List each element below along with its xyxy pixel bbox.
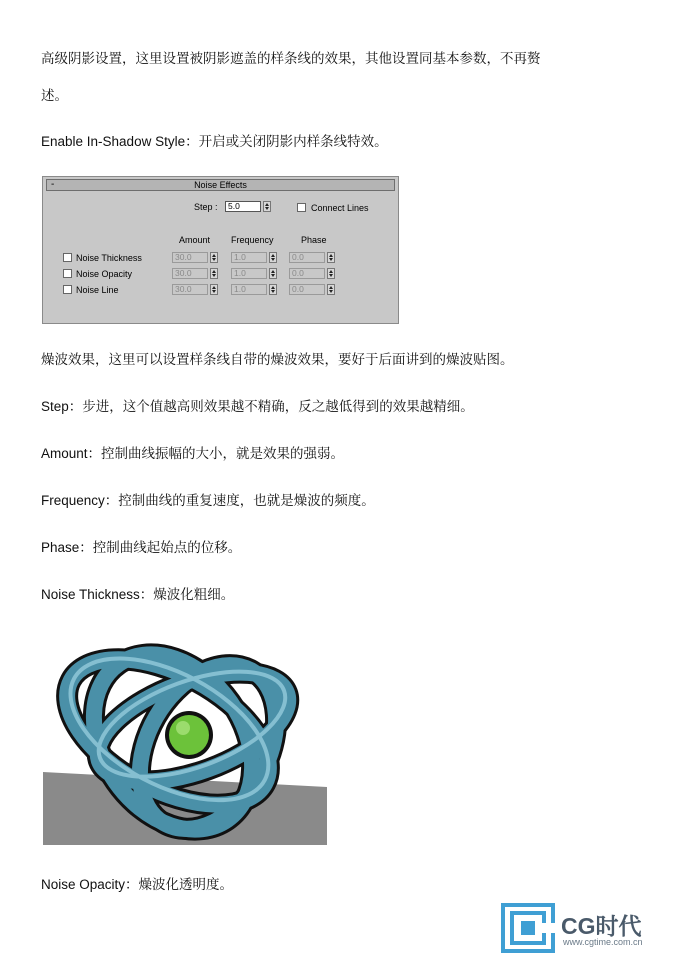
noise-opacity-phase-input[interactable]: 0.0	[289, 268, 325, 279]
noise-thickness-frequency-spinner[interactable]	[231, 252, 279, 263]
logo-url-text: www.cgtime.com.cn	[563, 937, 643, 947]
spinner-arrows-icon[interactable]	[269, 268, 277, 279]
noise-line-phase-spinner[interactable]	[289, 284, 337, 295]
step-spinner-arrows-icon[interactable]	[263, 201, 271, 212]
noise-opacity-checkbox[interactable]	[63, 269, 72, 278]
column-header-phase: Phase	[301, 235, 327, 245]
intro-paragraph-line2: 述。	[41, 88, 68, 104]
column-header-frequency: Frequency	[231, 235, 274, 245]
amount-paragraph	[41, 445, 344, 463]
noise-opacity-frequency-input[interactable]: 1.0	[231, 268, 267, 279]
step-input[interactable]: 5.0	[225, 201, 261, 212]
spinner-arrows-icon[interactable]	[327, 284, 335, 295]
noise-opacity-amount-spinner[interactable]	[172, 268, 220, 279]
logo-brand-text: CG时代	[561, 913, 642, 939]
noise-intro-paragraph: 燥波效果，这里可以设置样条线自带的燥波效果，要好于后面讲到的燥波贴图。	[41, 352, 514, 368]
frequency-paragraph	[41, 492, 375, 510]
noise-thickness-phase-spinner[interactable]	[289, 252, 337, 263]
enable-in-shadow-term: Enable In-Shadow Style	[41, 134, 186, 149]
enable-in-shadow-paragraph	[41, 133, 388, 151]
knot-render-image	[43, 637, 327, 845]
frequency-term: Frequency	[41, 493, 105, 508]
step-label: Step :	[194, 202, 218, 212]
noise-opacity-label: Noise Opacity	[76, 269, 133, 279]
noise-opacity-frequency-spinner[interactable]	[231, 268, 279, 279]
noise-thickness-frequency-input[interactable]: 1.0	[231, 252, 267, 263]
spinner-arrows-icon[interactable]	[327, 252, 335, 263]
phase-paragraph	[41, 539, 241, 557]
rollout-header[interactable]	[46, 179, 395, 191]
noise-thickness-label: Noise Thickness	[76, 253, 142, 263]
cgtime-logo-icon	[501, 903, 557, 953]
enable-in-shadow-desc: ：开启或关闭阴影内样条线特效。	[185, 134, 388, 150]
noise-thickness-amount-spinner[interactable]	[172, 252, 220, 263]
spinner-arrows-icon[interactable]	[210, 284, 218, 295]
step-spinner[interactable]	[225, 201, 275, 212]
noise-line-amount-input[interactable]: 30.0	[172, 284, 208, 295]
spinner-arrows-icon[interactable]	[210, 268, 218, 279]
noise-effects-rollout	[42, 176, 399, 324]
noise-opacity-phase-spinner[interactable]	[289, 268, 337, 279]
spinner-arrows-icon[interactable]	[269, 252, 277, 263]
noise-opacity-paragraph	[41, 876, 233, 894]
noise-thickness-paragraph	[41, 586, 234, 604]
intro-paragraph-line1: 高级阴影设置，这里设置被阴影遮盖的样条线的效果，其他设置同基本参数，不再赘	[41, 51, 541, 67]
amount-term: Amount	[41, 446, 88, 461]
noise-line-checkbox[interactable]	[63, 285, 72, 294]
noise-thickness-phase-input[interactable]: 0.0	[289, 252, 325, 263]
spinner-arrows-icon[interactable]	[210, 252, 218, 263]
noise-line-frequency-spinner[interactable]	[231, 284, 279, 295]
noise-line-frequency-input[interactable]: 1.0	[231, 284, 267, 295]
connect-lines-checkbox[interactable]	[297, 203, 306, 212]
phase-term: Phase	[41, 540, 80, 555]
step-desc: ：步进，这个值越高则效果越不精确，反之越低得到的效果越精细。	[68, 399, 474, 415]
noise-line-label: Noise Line	[76, 285, 119, 295]
collapse-icon[interactable]: -	[51, 179, 55, 190]
noise-thickness-term: Noise Thickness	[41, 587, 140, 602]
step-paragraph	[41, 398, 474, 416]
noise-line-phase-input[interactable]: 0.0	[289, 284, 325, 295]
noise-opacity-term: Noise Opacity	[41, 877, 126, 892]
noise-opacity-desc: ：燥波化透明度。	[125, 877, 234, 893]
noise-thickness-checkbox[interactable]	[63, 253, 72, 262]
frequency-desc: ：控制曲线的重复速度，也就是燥波的频度。	[104, 493, 375, 509]
rollout-title: Noise Effects	[194, 180, 247, 190]
noise-opacity-amount-input[interactable]: 30.0	[172, 268, 208, 279]
phase-desc: ：控制曲线起始点的位移。	[79, 540, 242, 556]
spinner-arrows-icon[interactable]	[269, 284, 277, 295]
step-term: Step	[41, 399, 69, 414]
column-header-amount: Amount	[179, 235, 211, 245]
spinner-arrows-icon[interactable]	[327, 268, 335, 279]
noise-thickness-desc: ：燥波化粗细。	[139, 587, 235, 603]
amount-desc: ：控制曲线振幅的大小，就是效果的强弱。	[87, 446, 345, 462]
noise-line-amount-spinner[interactable]	[172, 284, 220, 295]
connect-lines-label: Connect Lines	[311, 203, 369, 213]
noise-thickness-amount-input[interactable]: 30.0	[172, 252, 208, 263]
